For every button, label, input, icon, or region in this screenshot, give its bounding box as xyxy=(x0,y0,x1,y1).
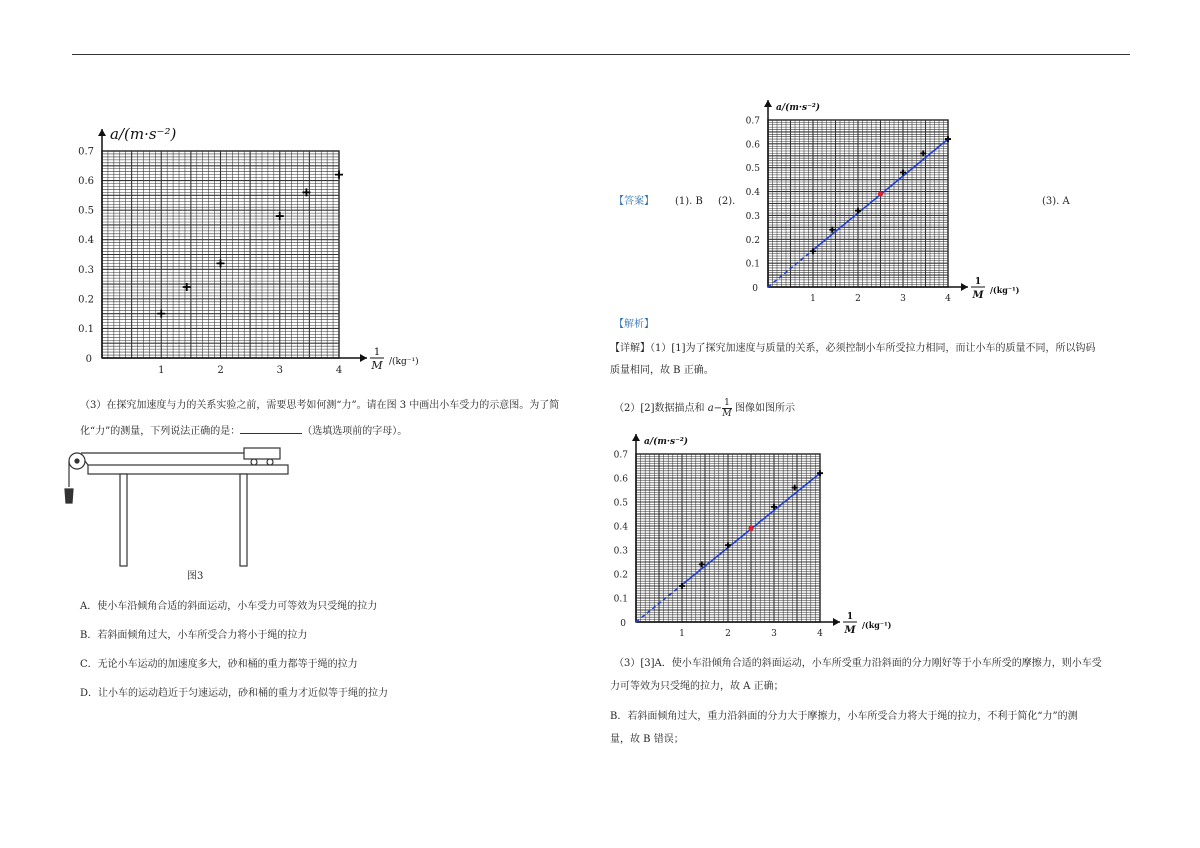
x-axis-arrow xyxy=(833,618,840,626)
detail-1-line-1: 【详解】（1）[1]为了探究加速度与质量的关系，必须控制小车所受拉力相同，而让小车的质量不同，所以钩码 xyxy=(610,343,1096,354)
x-axis-label-numerator: 1 xyxy=(846,612,854,622)
origin-label: 0 xyxy=(752,284,758,294)
y-axis-arrow xyxy=(632,434,640,441)
detail-2-prefix: （2）[2]数据描点和 xyxy=(614,403,705,414)
detail-3-line-1: （3）[3]A．使小车沿倾角合适的斜面运动，小车所受重力沿斜面的分力刚好等于小车所受的摩擦力，则小车受 xyxy=(614,658,1102,669)
formula-numerator: 1 xyxy=(724,398,730,408)
origin-label: 0 xyxy=(85,354,92,365)
pulley-axle xyxy=(75,459,79,463)
y-tick-label: 0.1 xyxy=(613,594,628,605)
x-tick-label: 1 xyxy=(158,365,165,376)
x-tick-label: 2 xyxy=(855,294,861,304)
y-tick-label: 0.7 xyxy=(78,146,94,158)
x-tick-label: 1 xyxy=(679,629,685,639)
detail-3-line-2: 力可等效为只受绳的拉力，故 A 正确； xyxy=(610,681,784,692)
x-tick-label: 3 xyxy=(900,294,906,304)
x-tick-label: 2 xyxy=(217,365,224,376)
formula-denominator: M xyxy=(722,409,732,419)
x-axis-label-numerator: 1 xyxy=(373,347,381,358)
y-tick-label: 0.3 xyxy=(613,546,628,557)
table-leg-left xyxy=(120,474,127,566)
cart-wheel-right xyxy=(267,459,273,465)
table-top xyxy=(88,465,288,474)
option-d: D．让小车的运动趋近于匀速运动，砂和桶的重力才近似等于绳的拉力 xyxy=(80,688,389,699)
answer-blank[interactable] xyxy=(240,423,302,434)
origin-label: 0 xyxy=(620,619,626,629)
detail-2-suffix: 图像如图所示 xyxy=(735,403,795,414)
y-tick-label: 0.2 xyxy=(745,235,760,246)
cart-wheel-left xyxy=(251,459,257,465)
figure-3-apparatus xyxy=(64,445,304,569)
x-tick-label: 4 xyxy=(817,629,823,639)
option-b: B．若斜面倾角过大，小车所受合力将小于绳的拉力 xyxy=(80,630,308,641)
x-tick-label: 1 xyxy=(810,294,816,304)
y-tick-label: 0.5 xyxy=(613,498,628,509)
answer-part-2: (2). xyxy=(718,196,736,207)
question-3-hint: （选填选项前的字母）。 xyxy=(302,426,408,437)
y-tick-label: 0.4 xyxy=(613,522,628,533)
detail-4-line-2: 量，故 B 错误； xyxy=(610,734,684,745)
sand-bucket xyxy=(65,489,73,503)
answer-part-3: (3). A xyxy=(1042,196,1070,207)
table-leg-right xyxy=(240,474,247,566)
x-tick-label: 2 xyxy=(725,629,731,639)
chart-solution-fit xyxy=(606,422,898,644)
y-tick-label: 0.2 xyxy=(613,570,628,581)
answer-part-1: (1). B xyxy=(675,196,703,207)
header-rule xyxy=(72,54,1130,55)
y-tick-label: 0.4 xyxy=(745,188,760,199)
formula xyxy=(708,398,732,419)
x-axis-label-numerator: 1 xyxy=(974,277,982,287)
pulley-mount xyxy=(85,461,88,465)
y-tick-label: 0.1 xyxy=(745,259,760,270)
y-axis-arrow xyxy=(98,129,106,136)
x-tick-label: 4 xyxy=(335,365,343,376)
y-tick-label: 0.5 xyxy=(745,164,760,175)
y-tick-label: 0.6 xyxy=(613,474,628,485)
x-axis-label-unit: /(kg⁻¹) xyxy=(990,285,1020,295)
x-axis-label-denominator: M xyxy=(371,359,383,372)
formula-a: a xyxy=(707,403,714,414)
analysis-tag: 【解析】 xyxy=(614,319,654,330)
x-tick-label: 4 xyxy=(945,294,951,304)
detail-1-line-2: 质量相同，故 B 正确。 xyxy=(610,365,714,376)
y-tick-label: 0.7 xyxy=(613,450,628,461)
question-3-line-2 xyxy=(80,423,407,439)
option-c: C．无论小车运动的加速度多大，砂和桶的重力都等于绳的拉力 xyxy=(80,659,358,670)
y-tick-label: 0.5 xyxy=(78,205,94,217)
answer-tag: 【答案】 xyxy=(614,196,654,207)
y-axis-label: a/(m·s⁻²) xyxy=(644,437,689,447)
cart-body xyxy=(244,448,280,459)
chart-question-a-vs-inverse-m xyxy=(72,118,432,390)
question-3-line-1: （3）在探究加速度与力的关系实验之前，需要思考如何测“力”。请在图 3 中画出小车受力的示意图。为了简 xyxy=(80,400,560,411)
y-tick-label: 0.7 xyxy=(745,116,760,127)
x-tick-label: 3 xyxy=(771,629,777,639)
x-axis-label-denominator: M xyxy=(972,290,984,301)
y-tick-label: 0.3 xyxy=(745,211,760,222)
x-axis-label-unit: /(kg⁻¹) xyxy=(389,357,419,367)
question-3-prompt: 化“力”的测量，下列说法正确的是： xyxy=(80,426,241,437)
x-axis-label-denominator: M xyxy=(844,625,856,636)
y-axis-label: a/(m·s⁻²) xyxy=(110,125,177,143)
y-tick-label: 0.1 xyxy=(78,323,94,335)
x-axis-label-unit: /(kg⁻¹) xyxy=(862,620,892,630)
y-tick-label: 0.2 xyxy=(78,294,94,306)
highlight-point xyxy=(748,526,753,531)
detail-2-line xyxy=(614,398,795,419)
y-tick-label: 0.6 xyxy=(745,140,760,151)
y-tick-label: 0.6 xyxy=(78,176,94,188)
formula-fraction xyxy=(722,398,732,419)
detail-4-line-1: B．若斜面倾角过大，重力沿斜面的分力大于摩擦力，小车所受合力将大于绳的拉力，不利于简化“力”的测 xyxy=(610,711,1078,722)
x-axis-arrow xyxy=(360,354,367,362)
y-tick-label: 0.3 xyxy=(78,264,94,276)
formula-minus: − xyxy=(713,403,723,414)
x-axis-arrow xyxy=(961,283,968,291)
x-tick-label: 3 xyxy=(276,365,283,376)
y-tick-label: 0.4 xyxy=(78,235,94,247)
highlight-point xyxy=(878,191,883,196)
y-axis-arrow xyxy=(764,100,772,107)
figure-3-caption: 图3 xyxy=(187,571,204,582)
chart-answer-fit xyxy=(738,90,1028,310)
y-axis-label: a/(m·s⁻²) xyxy=(776,103,821,113)
option-a: A．使小车沿倾角合适的斜面运动，小车受力可等效为只受绳的拉力 xyxy=(80,601,378,612)
